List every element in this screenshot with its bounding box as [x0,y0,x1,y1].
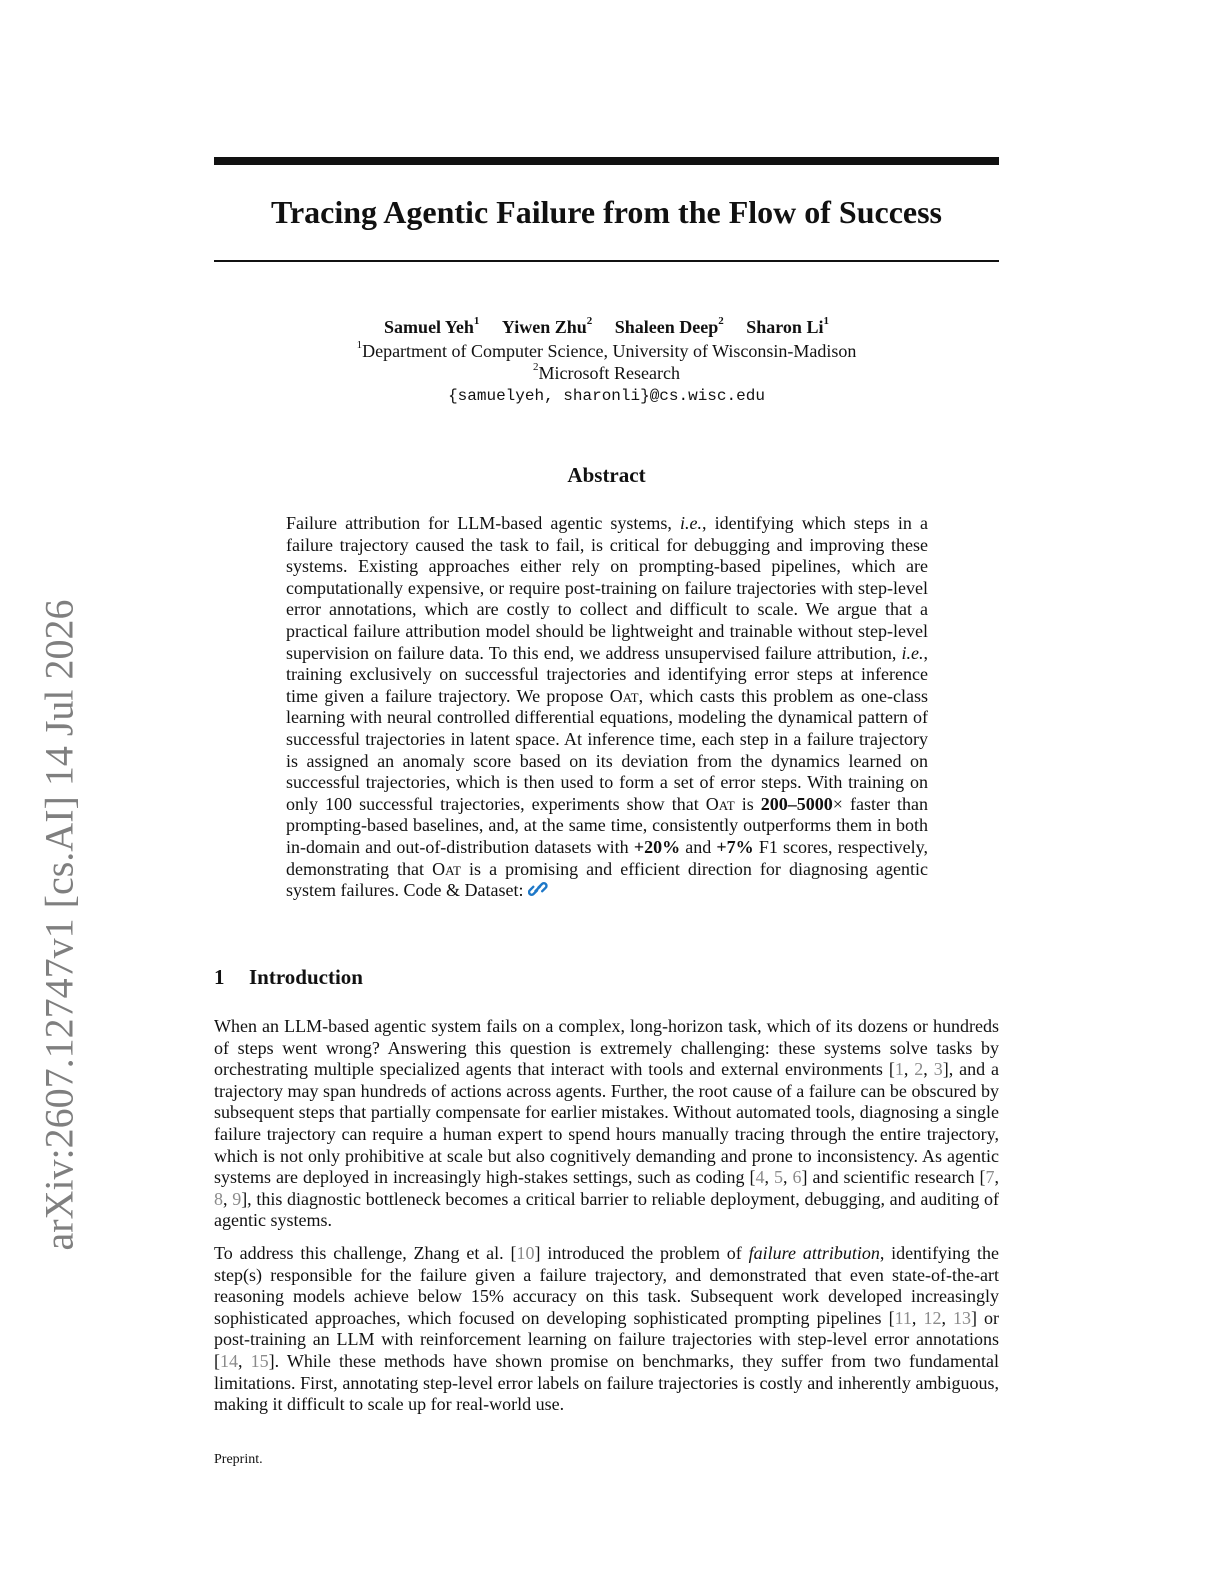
title-rule-top [214,157,999,165]
author: Sharon Li$^1$ [746,315,829,337]
citation-link[interactable]: 5 [774,1167,784,1188]
citation-link[interactable]: 3 [933,1059,943,1080]
paper-title: Tracing Agentic Failure from the Flow of Success [270,194,942,230]
citation-link[interactable]: 14 [220,1350,238,1371]
title-rule-bottom [214,260,999,262]
method-name: Oat [705,793,735,814]
citation-link[interactable]: 6 [792,1167,802,1188]
link-icon[interactable] [528,880,548,900]
method-name: Oat [432,858,461,879]
citation-link[interactable]: 13 [952,1307,971,1328]
citation-link[interactable]: 15 [250,1350,269,1371]
citation-link[interactable]: 9 [232,1188,242,1209]
intro-paragraph: When an LLM-based agentic system fails on a complex, long-horizon task, which of its dozens or hundreds of steps went wrong? Answering this question is extremely challenging: these systems solve tasks by orchestrating multiple specialized agents that interact with tools and external environments [1, 2, 3], and a trajectory may span hundreds of actions across agents. Further, the root cause of a failure can be obscured by subsequent steps that partially compensate for earlier mistakes. Without automated tools, diagnosing a single failure trajectory can require a human expert to spend hours manually tracing through the entire trajectory, which is not only prohibitive at scale but also cognitively demanding and prone to inconsistency. As agentic systems are deployed in increasingly high-stakes settings, such as coding [4, 5, 6] and scientific research [7, 8, 9], this diagnostic bottleneck becomes a critical barrier to reliable deployment, debugging, and auditing of agentic systems. [214,1016,1000,1231]
section-heading-introduction: 1 Introduction [214,965,363,989]
citation-link[interactable]: 1 [894,1059,904,1080]
author-list [214,315,999,339]
intro-paragraph: To address this challenge, Zhang et al. [10] introduced the problem of failure attribution, identifying the step(s) responsible for the failure given a failure trajectory, and demonstrated that even state-of-the-art reasoning models achieve below 15% accuracy on this task. Subsequent work developed increasingly sophisticated approaches, which focused on developing sophisticated prompting pipelines [11, 12, 13] or post-training an LLM with reinforcement learning on failure trajectories with step-level error annotations [14, 15]. While these methods have shown promise on benchmarks, they suffer from two fundamental limitations. First, annotating step-level error labels on failure trajectories is costly and inherently ambiguous, making it difficult to scale up for real-world use. [214,1243,1000,1415]
affiliation: $^1$Department of Computer Science, University of Wisconsin-Madison [356,339,857,361]
citation-link[interactable]: 4 [755,1167,765,1188]
affiliation: $^2$Microsoft Research [533,361,680,383]
arxiv-identifier-text: arXiv:2607.12747v1 [cs.AI] 14 Jul 2026 [36,599,82,1251]
method-name: Oat [609,685,639,706]
abstract-text: Failure attribution for LLM-based agentic systems, i.e., identifying which steps in a failure trajectory caused the task to fail, is critical for debugging and improving these systems. Existing approaches either rely on prompting-based pipelines, which are computationally expensive, or require post-training on failure trajectories with step-level error annotations, which are costly to collect and difficult to scale. We argue that a practical failure attribution model should be lightweight and trainable without step-level supervision on failure data. To this end, we address unsupervised failure attribution, i.e., training exclusively on successful trajectories and identifying error steps at inference time given a failure trajectory. We propose Oat, which casts this problem as one-class learning with neural controlled differential equations, modeling the dynamical pattern of successful trajectories in latent space. At inference time, each step in a failure trajectory is assigned an anomaly score based on its deviation from the dynamics learned on successful trajectories, which is then used to form a set of error steps. With training on only 100 successful trajectories, experiments show that Oat is 200–5000× faster than prompting-based baselines, and, at the same time, consistently outperforms them in both in-domain and out-of-distribution datasets with +20% and +7% F1 scores, respectively, demonstrating that Oat is a promising and efficient direction for diagnosing agentic system failures. Code & Dataset: [286,513,929,901]
citation-link[interactable]: 8 [214,1188,223,1209]
citation-link[interactable]: 2 [914,1059,924,1080]
author: Samuel Yeh$^1$ [384,315,480,337]
citation-link[interactable]: 11 [894,1307,912,1328]
citation-link[interactable]: 10 [516,1243,535,1263]
abstract-heading: Abstract [567,463,646,487]
author-email: {samuelyeh, sharonli}@cs.wisc.edu [448,387,765,405]
author: Shaleen Deep$^2$ [614,315,724,337]
author: Yiwen Zhu$^2$ [501,315,593,337]
citation-link[interactable]: 7 [985,1167,995,1188]
footer-note: Preprint. [214,1452,263,1467]
citation-link[interactable]: 12 [923,1307,942,1328]
